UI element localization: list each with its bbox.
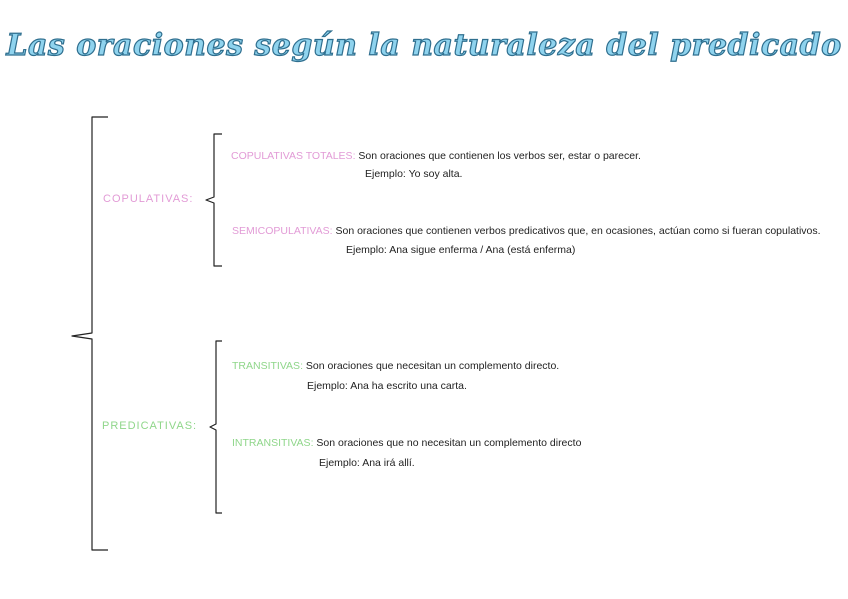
page-title: Las oraciones según la naturaleza del predicado — [6, 28, 842, 63]
definition-text: Son oraciones que contienen verbos predicativos que, en ocasiones, actúan como si fueran copulativos. — [335, 225, 821, 237]
definition-text: Son oraciones que no necesitan un complemento directo — [316, 437, 582, 449]
definition-text: Son oraciones que contienen los verbos ser, estar o parecer. — [358, 150, 641, 162]
branch-label-copulativas: COPULATIVAS: — [103, 193, 194, 205]
main-bracket — [72, 117, 108, 550]
example-text: Ejemplo: Yo soy alta. — [365, 168, 463, 180]
copulativas-bracket — [206, 134, 222, 266]
concept-item — [232, 437, 581, 450]
example-text: Ejemplo: Ana ha escrito una carta. — [307, 380, 467, 392]
term-label: SEMICOPULATIVAS: — [232, 225, 333, 237]
predicativas-bracket — [210, 341, 222, 513]
concept-item — [231, 150, 641, 163]
example-text: Ejemplo: Ana irá allí. — [319, 457, 415, 469]
definition-text: Son oraciones que necesitan un complemento directo. — [305, 360, 560, 372]
concept-item — [232, 225, 821, 238]
example-text: Ejemplo: Ana sigue enferma / Ana (está enferma) — [346, 244, 576, 256]
term-label: COPULATIVAS TOTALES: — [231, 150, 356, 162]
branch-label-predicativas: PREDICATIVAS: — [102, 420, 198, 432]
term-label: INTRANSITIVAS: — [232, 437, 314, 449]
term-label: TRANSITIVAS: — [232, 360, 303, 372]
concept-item — [232, 360, 559, 373]
